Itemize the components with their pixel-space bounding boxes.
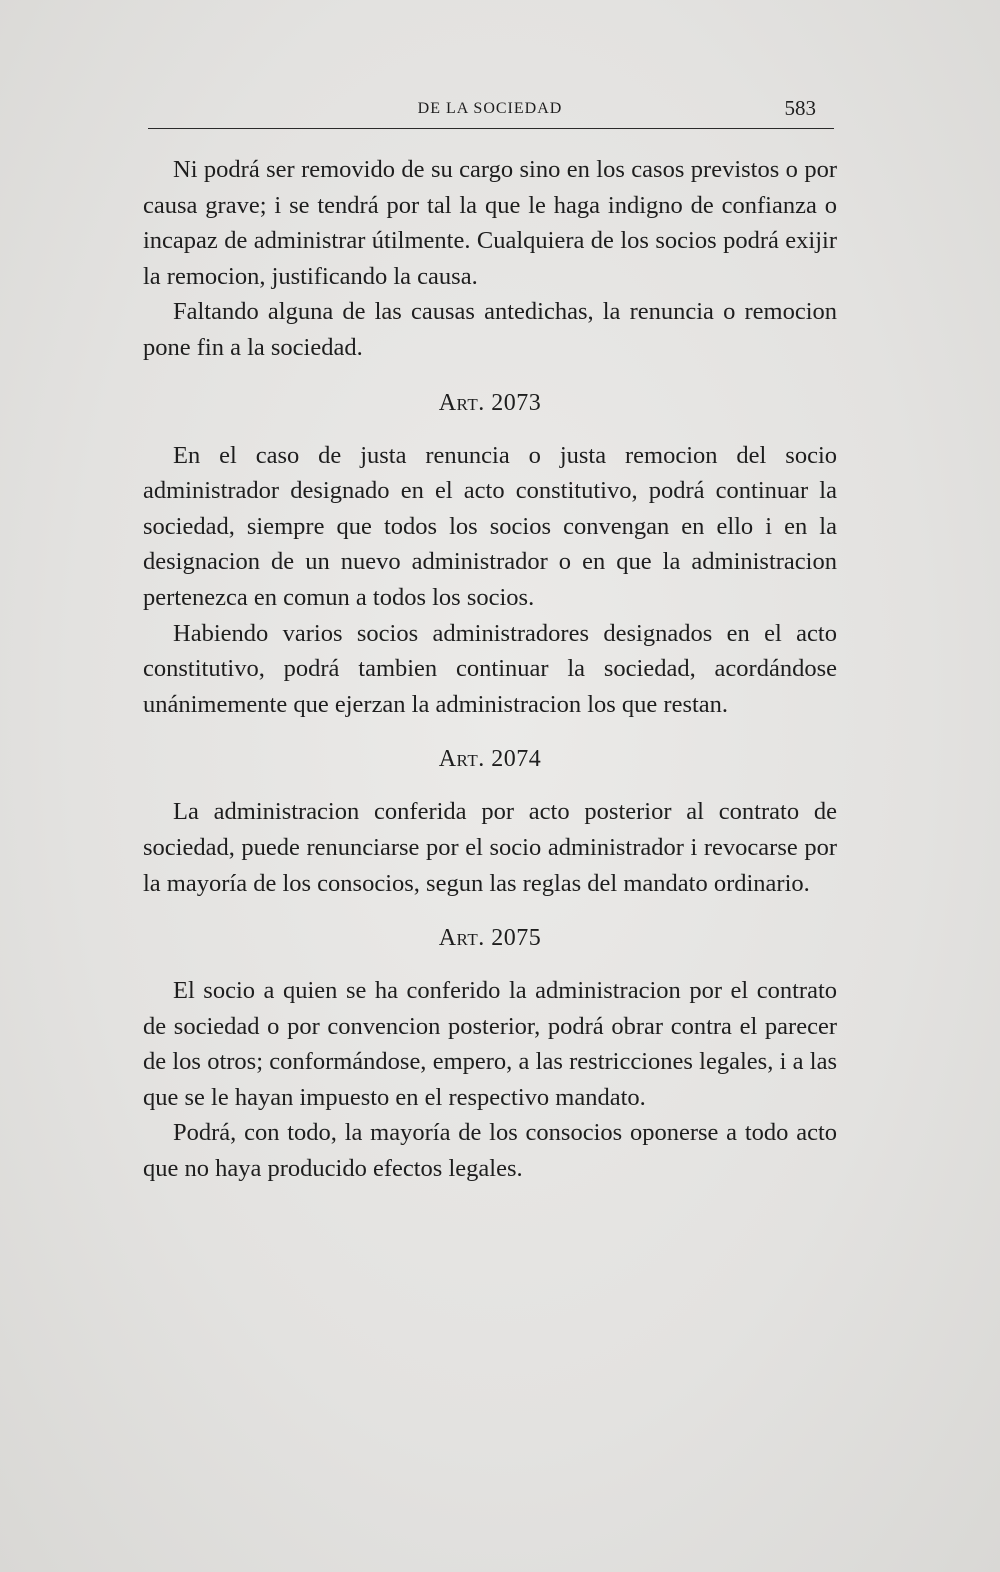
running-head [144, 96, 836, 128]
paragraph: Podrá, con todo, la mayoría de los consocios oponerse a todo acto que no haya producido efectos legales. [143, 1119, 837, 1183]
paragraph: Habiendo varios socios administradores designados en el acto constitutivo, podrá tambien continuar la sociedad, acordándose unánimemente que ejerzan la administracion los que restan. [143, 619, 837, 718]
body-text [143, 152, 837, 1187]
article-number: 2073 [491, 389, 542, 416]
article-number: 2075 [491, 925, 542, 952]
paragraph: En el caso de justa renuncia o justa remocion del socio administrador designado en el acto constitutivo, podrá continuar la sociedad, siempre que todos los socios convengan en ello i en la designacion de un nuevo administrador o en que la administracion pertenezca en comun a todos los socios. [143, 441, 837, 611]
article-heading [143, 915, 837, 961]
header-rule [148, 128, 834, 129]
article-heading [143, 736, 837, 782]
running-title: DE LA SOCIEDAD [417, 100, 563, 117]
article-label: Art. [438, 746, 485, 773]
paragraph: La administracion conferida por acto posterior al contrato de sociedad, puede renunciarse por el socio administrador i revocarse por la mayoría de los consocios, segun las reglas del mandato ordinario. [143, 798, 837, 897]
article-number: 2074 [491, 746, 542, 773]
paragraph: El socio a quien se ha conferido la administracion por el contrato de sociedad o por convencion posterior, podrá obrar contra el parecer de los otros; conformándose, empero, a las restricciones legales, i a las que se le hayan impuesto en el respectivo mandato. [143, 977, 837, 1111]
paragraph: Ni podrá ser removido de su cargo sino en los casos previstos o por causa grave; i se tendrá por tal la que le haga indigno de confianza o incapaz de administrar útilmente. Cualquiera de los socios podrá exijir la remocion, justificando la causa. [143, 156, 837, 290]
paragraph: Faltando alguna de las causas antedichas, la renuncia o remocion pone fin a la sociedad. [143, 298, 837, 361]
page-number: 583 [784, 96, 816, 120]
article-heading [143, 380, 837, 426]
article-label: Art. [438, 925, 485, 952]
article-label: Art. [438, 389, 485, 416]
